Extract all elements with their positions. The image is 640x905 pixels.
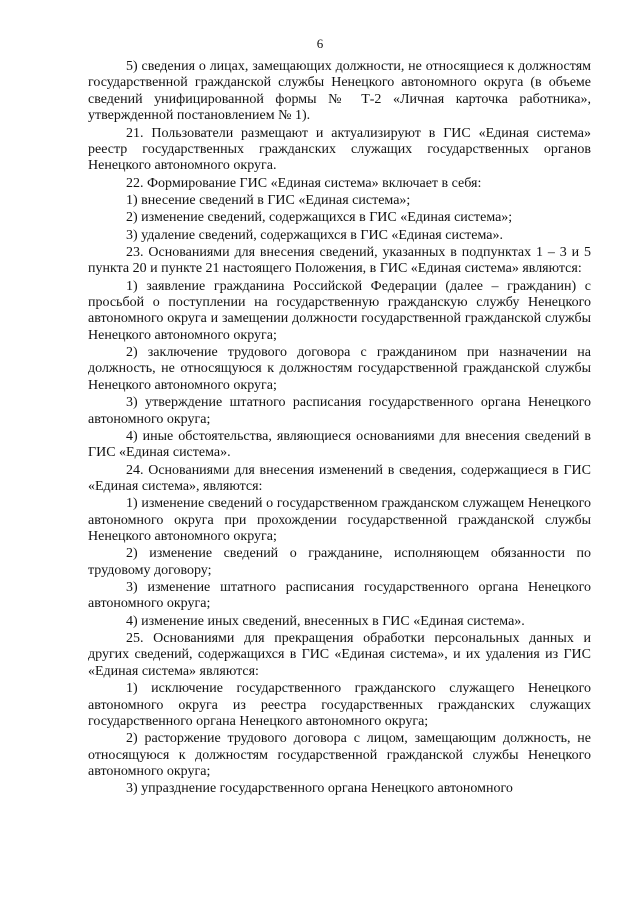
paragraph: 3) удаление сведений, содержащихся в ГИС «Единая система». [126,227,503,243]
paragraph: 4) изменение иных сведений, внесенных в ГИС «Единая система». [126,613,525,629]
page-number: 6 [316,36,324,51]
paragraph: 2) изменение сведений о гражданине, исполняющем обязанности по трудовому договору; [88,546,591,578]
paragraph: 2) заключение трудового договора с гражданином при назначении на должность, не относящуюся к должностям государственной гражданской службы Ненецкого автономного округа; [88,345,591,393]
paragraph: 24. Основаниями для внесения изменений в сведения, содержащиеся в ГИС «Единая система», являются: [88,462,591,494]
paragraph: 2) расторжение трудового договора с лицом, замещающим должность, не относящуюся к должностям государственной гражданской службы Ненецкого автономного округа; [88,731,591,780]
paragraph: 3) изменение штатного расписания государственного органа Ненецкого автономного округа; [88,580,591,612]
paragraph: 25. Основаниями для прекращения обработки персональных данных и других сведений, содержащихся в ГИС «Единая система», и их удаления из ГИС «Единая система» являются: [88,631,591,679]
paragraph: 3) утверждение штатного расписания государственного органа Ненецкого автономного округа; [88,395,591,427]
paragraph: 2) изменение сведений, содержащихся в ГИС «Единая система»; [126,210,513,226]
paragraph: 22. Формирование ГИС «Единая система» включает в себя: [126,175,482,191]
paragraph: 1) внесение сведений в ГИС «Единая система»; [126,192,411,208]
paragraph: 1) заявление гражданина Российской Федерации (далее – гражданин) с просьбой о поступлении на государственную гражданскую службу Ненецкого автономного округа и замещении должности государственной гражданской службы Ненецкого автономного округа; [88,278,591,343]
paragraph: 21. Пользователи размещают и актуализируют в ГИС «Единая система» реестр государственных гражданских служащих государственных органов Ненецкого автономного округа. [88,125,591,174]
paragraph: 1) исключение государственного гражданского служащего Ненецкого автономного округа из реестра государственных гражданских служащих государственного органа Ненецкого автономного округа; [88,681,591,729]
document-body [88,59,591,798]
paragraph: 1) изменение сведений о государственном гражданском служащем Ненецкого автономного округа при прохождении государственной гражданской службы Ненецкого автономного округа; [88,496,591,545]
paragraph: 3) упразднение государственного органа Ненецкого автономного [126,781,513,797]
paragraph: 23. Основаниями для внесения сведений, указанных в подпунктах 1 – 3 и 5 пункта 20 и пункте 21 настоящего Положения, в ГИС «Единая система» являются: [88,244,591,277]
paragraph: 5) сведения о лицах, замещающих должности, не относящиеся к должностям государственной гражданской службы Ненецкого автономного округа (в объеме сведений унифицированной формы № Т-2 «Личная карточка работника», утвержденной постановлением № 1). [88,59,591,124]
paragraph: 4) иные обстоятельства, являющиеся основаниями для внесения сведений в ГИС «Единая система». [88,428,591,461]
